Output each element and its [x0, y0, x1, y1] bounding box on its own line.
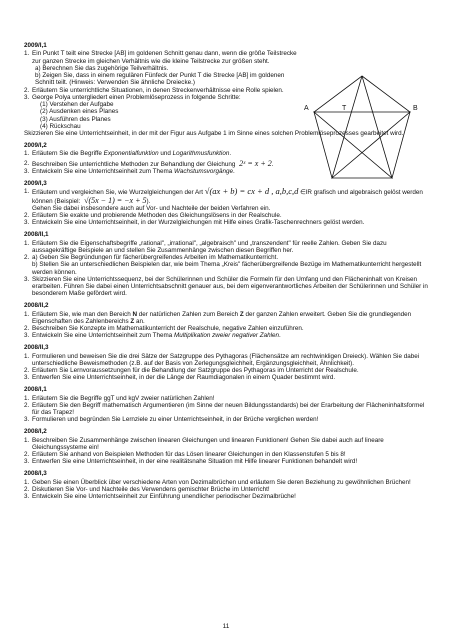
question-number: 3. [24, 167, 30, 175]
question-number: 3. [24, 93, 30, 101]
section-2008-i-3 [24, 470, 428, 500]
question-text: Ein Punkt T teilt eine Strecke [AB] im goldenen Schnitt genau dann, wenn die größe Teilstrecke zur ganzen Strecke im gleichen Verhältnis wie die kleine Teilstrecke zur größen steht. [32, 50, 297, 65]
section-2009-i-2 [24, 142, 428, 175]
question-number: 2. [24, 401, 30, 409]
question-item [24, 374, 428, 381]
question-item [24, 276, 428, 298]
point-b-label: B [413, 105, 418, 112]
question-text: der ganzen Zahlen erweitert. Geben Sie die grundlegenden Eigenschaften des Zahlenbereichs [32, 310, 412, 325]
question-text: . [229, 150, 232, 158]
question-text: Erläutern Sie Lernvoraussetzungen für die Behandlung der Satzgruppe des Pythagoras im Unterricht der Realschule. [32, 367, 359, 375]
question-item [24, 353, 428, 368]
question-text: Erläutern Sie den Begriff mathematisch Argumentieren (im Sinne der neuen Bildungsstandards) bei der Erarbeitung der Flächeninhaltsformel für das Trapez! [32, 401, 425, 417]
question-number: 2. [24, 325, 30, 333]
question-text: . [233, 167, 235, 175]
equation: √(5x − 1) = −x + 5 [84, 195, 147, 205]
question-number: 1. [24, 50, 30, 58]
subquestion-text: b) Stellen Sie an unterschiedlichen Beispielen dar, wie beim Thema „Kreis" fächerübergreifende Bezüge im Mathematikunterricht hergestellt werden können. [32, 261, 422, 276]
question-item [24, 437, 428, 452]
question-item [24, 87, 300, 94]
question-number: 3. [24, 332, 30, 340]
question-number: 3. [24, 275, 30, 283]
question-number: 1. [24, 436, 30, 444]
section-2008-ii-2 [24, 302, 428, 339]
section-title: 2008/I,1 [24, 386, 47, 394]
section-title: 2009/I,3 [24, 179, 47, 187]
question-number: 2. [24, 254, 30, 262]
section-title: 2009/I,2 [24, 142, 47, 150]
question-item [24, 150, 428, 157]
subquestion-text: a) Geben Sie Begründungen für fächerübergreifendes Arbeiten im Mathematikunterricht. [32, 254, 279, 262]
section-title: 2008/I,3 [24, 470, 47, 478]
question-number: 3. [24, 219, 30, 227]
question-text: und [158, 150, 173, 158]
question-item [24, 219, 428, 226]
question-text: Erläutern Sie, wie man den Bereich [32, 310, 133, 318]
question-number: 3. [24, 493, 30, 501]
question-text: Entwerfen Sie eine Unterrichtseinheit, in der eine realitätsnahe Situation mit Hilfe linearer Funktionen behandelt wird! [32, 458, 358, 466]
question-text: Erläutern und vergleichen Sie, wie Wurzelgleichungen der Art [32, 189, 205, 197]
question-item [24, 416, 428, 423]
question-item [24, 395, 428, 402]
question-number: 2. [24, 451, 30, 459]
question-item [24, 188, 428, 212]
question-number: 1. [24, 150, 30, 158]
question-text: Entwickeln Sie eine Unterrichtseinheit zum Thema [32, 167, 174, 175]
section-2008-ii-3 [24, 344, 428, 381]
question-number: 1. [24, 394, 30, 402]
question-number: 2. [24, 86, 30, 94]
polya-step: (2) Ausdenken eines Planes [40, 108, 119, 116]
question-text: Formulieren und beweisen Sie die drei Sätze der Satzgruppe des Pythagoras (Flächensätze am rechtwinkligen Dreieck). Wählen Sie dabei unterschiedliche Beweismethoden (z.B. auf der Basis von Zerlegungsgleichheit, Ergänzungsgleichheit, Ähnlichkeit). [32, 352, 420, 367]
question-number: 1. [24, 310, 30, 318]
question-number: 2. [24, 159, 30, 167]
question-number: 3. [24, 374, 30, 382]
section-title: 2008/II,2 [24, 302, 49, 310]
question-text: Beschreiben Sie Zusammenhänge zwischen linearen Gleichungen und linearen Funktionen! Gehen Sie dabei auch auf lineare Gleichungssysteme ein! [32, 436, 384, 451]
section-title: 2008/II,3 [24, 344, 49, 352]
equation: 2ˣ = x + 2 [239, 158, 272, 168]
polya-step: (3) Ausführen des Planes [40, 115, 111, 123]
question-text: Entwickeln Sie eine Unterrichtseinheit zur Einführung unendlicher periodischer Dezimalbrüche! [32, 493, 296, 501]
exam-question-list [24, 42, 428, 505]
polya-step: (1) Verstehen der Aufgabe [40, 101, 114, 109]
question-item [24, 94, 428, 130]
polya-step: (4) Rückschau [40, 122, 81, 130]
question-item [24, 458, 428, 465]
question-text: . [271, 160, 274, 168]
question-text: ). [146, 197, 151, 205]
question-text: . [278, 332, 281, 340]
question-text: George Polya untergliedert einen Problemlöseprozess in folgende Schritte: [32, 93, 241, 101]
section-2008-ii-1 [24, 231, 428, 297]
equation: √(ax + b) = cx + d , a,b,c,d [204, 186, 299, 197]
question-number: 1. [24, 352, 30, 360]
question-text: Entwickeln Sie eine Unterrichtseinheit zum Thema [32, 332, 174, 340]
question-text: Erläutern Sie die Begriffe [32, 150, 104, 158]
section-2008-i-1 [24, 386, 428, 423]
section-2009-i-3 [24, 180, 428, 227]
question-text: Entwickeln Sie eine Unterrichtseinheit, in der Wurzelgleichungen mit Hilfe eines Grafik-Taschenrechners gelöst werden. [32, 219, 365, 227]
question-item [24, 493, 428, 500]
term-multiplikation: Multiplikation zweier negativer Zahlen [173, 332, 279, 340]
question-text: Beschreiben Sie unterrichtliche Methoden zur Behandlung der Gleichung [32, 160, 238, 168]
question-text: Geben Sie einen Überblick über verschiedene Arten von Dezimalbrüchen und erläutern Sie deren Beziehung zu gewöhnlichen Brüchen! [32, 478, 411, 486]
term-wachstumsvorgaenge: Wachstumsvorgänge [173, 167, 234, 175]
question-text: Formulieren und begründen Sie Lernziele zu einer Unterrichtseinheit, in der Brüche verglichen werden! [32, 416, 319, 424]
question-number: 1. [24, 239, 30, 247]
question-text: Entwerfen Sie eine Unterrichtseinheit, in der die Länge der Raumdiagonalen in einem Quader bestimmt wird. [32, 374, 336, 382]
set-symbol-z: Z [130, 317, 135, 325]
subquestion-text: a) Berechnen Sie das zugehörige Teilverhältnis. [35, 64, 169, 72]
question-text: Erläutern Sie die Eigenschaftsbegriffe „rational", „irrational", „algebraisch" und „transzendent" für reelle Zahlen. Geben Sie dazu aussagekräftige Beispiele an und stellen Sie Zusammenhänge zwischen diesen Begriffen her. [32, 239, 387, 254]
question-text: Skizzieren Sie eine Unterrichtseinheit, in der mit der Figur aus Aufgabe 1 im Sinne eines solchen Problemlöseprozesses gearbeitet wird. [24, 130, 404, 138]
page-number: 11 [222, 623, 230, 630]
section-2009-i-1 [24, 42, 428, 137]
term-exponentialfunktion: Exponentialfunktion [103, 150, 159, 158]
question-text: Diskutieren Sie Vor- und Nachteile des Verwendens gemischter Brüche im Unterricht! [32, 485, 270, 493]
question-number: 1. [24, 188, 30, 196]
question-item [24, 402, 428, 417]
question-text: Gehen Sie dabei insbesondere auch auf Vor- und Nachteile der beiden Verfahren ein. [32, 204, 271, 212]
point-a-label: A [304, 105, 309, 112]
question-item [24, 254, 428, 276]
section-2008-i-2 [24, 428, 428, 465]
question-item [24, 212, 428, 219]
question-text: der natürlichen Zahlen zum Bereich [137, 310, 240, 318]
question-item [24, 451, 428, 458]
question-number: 2. [24, 485, 30, 493]
set-symbol-n: N [132, 310, 138, 318]
question-number: 2. [24, 367, 30, 375]
question-item [24, 168, 428, 175]
section-title: 2009/I,1 [24, 42, 47, 49]
question-text: Erläutern Sie anhand von Beispielen Methoden für das Lösen linearer Gleichungen in den Klassenstufen 5 bis 8! [32, 451, 346, 459]
question-text: Erläutern Sie die Begriffe ggT und kgV zweier natürlichen Zahlen! [32, 394, 215, 402]
question-text: Erläutern Sie unterrichtliche Situationen, in denen Streckenverhältnisse eine Rolle spielen. [32, 86, 284, 94]
question-number: 1. [24, 478, 30, 486]
question-item [24, 325, 428, 332]
section-title: 2008/I,2 [24, 428, 47, 436]
term-logarithmusfunktion: Logarithmusfunktion [172, 150, 230, 158]
question-item [24, 332, 428, 339]
section-title: 2008/II,1 [24, 231, 49, 239]
question-number: 2. [24, 212, 30, 219]
subquestion-text: b) Zeigen Sie, dass in einem regulären Fünfeck der Punkt T die Strecke [AB] im goldenen Schnitt teilt. (Hinweis: Verwenden Sie ähnliche Dreiecke.) [35, 72, 285, 87]
question-number: 3. [24, 458, 30, 466]
question-item [24, 311, 428, 326]
question-text: Beschreiben Sie Konzepte im Mathematikunterricht der Realschule, negative Zahlen einzuführen. [32, 325, 304, 333]
question-item [24, 486, 428, 493]
question-text: Skizzieren Sie eine Unterrichtssequenz, bei der Schülerinnen und Schüler die Formeln für den Umfang und den Flächeninhalt von Kreisen erarbeiten. Führen Sie dabei einen Unterrichtsabschnitt genauer aus, bei dem eigenverantwortliches Arbeiten der Schülerinnen und Schüler in besonderem Maße gefördert wird. [32, 275, 428, 298]
question-item [24, 50, 300, 86]
point-t-label: T [342, 105, 347, 112]
question-item [24, 479, 428, 486]
question-item [24, 240, 428, 255]
question-text: ∈IR grafisch und algebraisch gelöst werden können (Beispiel: [32, 189, 423, 205]
question-item [24, 367, 428, 374]
question-item [24, 160, 428, 168]
question-number: 3. [24, 416, 30, 424]
question-text: an. [134, 317, 145, 325]
question-text: Erläutern Sie exakte und probierende Methoden des Gleichungslösens in der Realschule. [32, 212, 282, 219]
set-symbol-z: Z [239, 310, 244, 318]
